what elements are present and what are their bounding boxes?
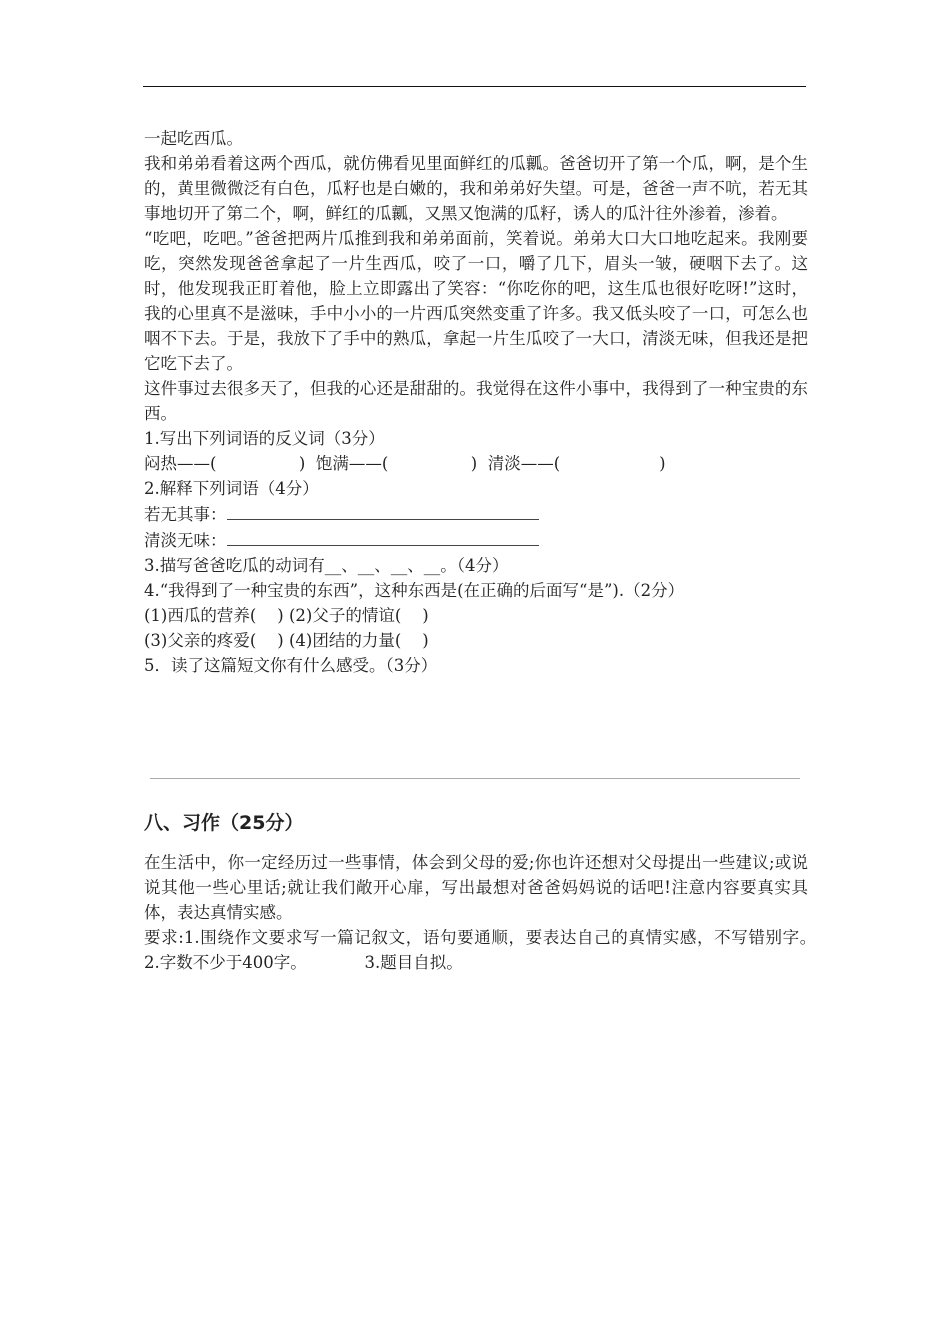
- story-paragraph-3: “吃吧，吃吧。”爸爸把两片瓜推到我和弟弟面前，笑着说。弟弟大口大口地吃起来。我刚要吃，突然发现爸爸拿起了一片生西瓜，咬了一口，嚼了几下，眉头一皱，硬咽下去了。这时，他发现我正盯着他，脸上立即露出了笑容：“你吃你的吧，这生瓜也很好吃呀!”这时，我的心里真不是滋味，手中小小的一片西瓜突然变重了许多。我又低头咬了一口，可怎么也咽不下去。于是，我放下了手中的熟瓜，拿起一片生瓜咬了一大口，清淡无味，但我还是把它吃下去了。: [144, 229, 808, 373]
- story-paragraph-2: 我和弟弟看着这两个西瓜，就仿佛看见里面鲜红的瓜瓤。爸爸切开了第一个瓜，啊，是个生的，黄里微微泛有白色，瓜籽也是白嫩的，我和弟弟好失望。可是，爸爸一声不吭，若无其事地切开了第二个，啊，鲜红的瓜瓤，又黑又饱满的瓜籽，诱人的瓜汁往外渗着，渗着。: [144, 154, 808, 223]
- header-rule: [143, 86, 806, 87]
- composition-section: [144, 808, 858, 975]
- question-1-title: 1.写出下列词语的反义词（3分）: [144, 429, 385, 448]
- question-2-term-2-row: [144, 527, 808, 553]
- section-divider: [150, 778, 800, 779]
- question-2-title: 2.解释下列词语（4分）: [144, 479, 319, 498]
- composition-prompt: 在生活中，你一定经历过一些事情，体会到父母的爱;你也许还想对父母提出一些建议;或说说其他一些心里话;就让我们敞开心扉，写出最想对爸爸妈妈说的话吧!注意内容要真实具体，表达真情实感。: [144, 853, 808, 922]
- question-4-options-row-1: (1)西瓜的营养( ) (2)父子的情谊( ): [144, 606, 429, 625]
- question-5-title: 5．读了这篇短文你有什么感受。（3分）: [144, 656, 438, 675]
- question-3-title: 3.描写爸爸吃瓜的动词有__、__、__、__。（4分）: [144, 556, 509, 575]
- question-2-term-2: 清淡无味：: [144, 531, 227, 550]
- story-paragraph-1: 一起吃西瓜。: [144, 129, 243, 148]
- question-4-options-row-2: (3)父亲的疼爱( ) (4)团结的力量( ): [144, 631, 429, 650]
- composition-heading: 八、习作（25分）: [144, 812, 304, 834]
- question-1-antonyms: 闷热——( ) 饱满——( ) 清淡——( ): [144, 454, 666, 473]
- composition-requirements: 要求:1.围绕作文要求写一篇记叙文，语句要通顺，要表达自己的真情实感，不写错别字。 2.字数不少于400字。 3.题目自拟。: [144, 928, 858, 972]
- answer-line-1[interactable]: [227, 501, 539, 520]
- story-paragraph-4: 这件事过去很多天了，但我的心还是甜甜的。我觉得在这件小事中，我得到了一种宝贵的东西。: [144, 379, 808, 423]
- question-2-term-1: 若无其事：: [144, 505, 227, 524]
- question-2-term-1-row: [144, 501, 808, 527]
- question-4-title: 4.“我得到了一种宝贵的东西”，这种东西是(在正确的后面写“是”).（2分）: [144, 581, 685, 600]
- reading-section: [144, 126, 808, 678]
- answer-line-2[interactable]: [227, 527, 539, 546]
